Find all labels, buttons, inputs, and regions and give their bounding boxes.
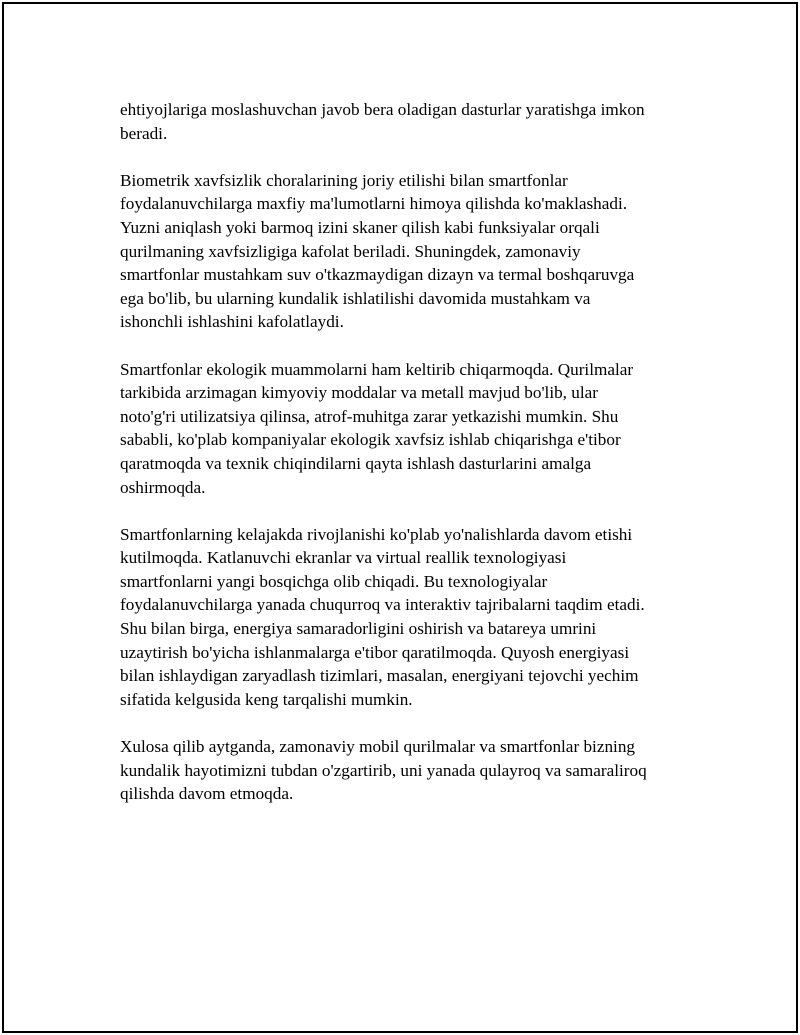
document-body [120,98,698,806]
paragraph-ecological-problems: Smartfonlar ekologik muammolarni ham keltirib chiqarmoqda. Qurilmalar tarkibida arzimagan kimyoviy moddalar va metall mavjud bo'lib, ular noto'g'ri utilizatsiya qilinsa, atrof-muhitga zarar yetkazishi mumkin. Shu sababli, ko'plab kompaniyalar ekologik xavfsiz ishlab chiqarishga e'tibor qaratmoqda va texnik chiqindilarni qayta ishlash dasturlarini amalga oshirmoqda. [120,359,634,497]
paragraph-conclusion: Xulosa qilib aytganda, zamonaviy mobil qurilmalar va smartfonlar bizning kundalik hayotimizni tubdan o'zgartirib, uni yanada qulayroq va samaraliroq qilishda davom etmoqda. [120,737,647,804]
paragraph-future-development: Smartfonlarning kelajakda rivojlanishi ko'plab yo'nalishlarda davom etishi kutilmoqda. Katlanuvchi ekranlar va virtual reallik texnologiyasi smartfonlarni yangi bosqichga olib chiqadi. Bu texnologiyalar foydalanuvchilarga yanada chuqurroq va interaktiv tajribalarni taqdim etadi. Shu bilan birga, energiya samaradorligini oshirish va batareya umrini uzaytirish bo'yicha ishlanmalarga e'tibor qaratilmoqda. Quyosh energiyasi bilan ishlaydigan zaryadlash tizimlari, masalan, energiyani tejovchi yechim sifatida kelgusida keng tarqalishi mumkin. [120,524,645,709]
paragraph-biometric-security: Biometrik xavfsizlik choralarining joriy etilishi bilan smartfonlar foydalanuvchilarga maxfiy ma'lumotlarni himoya qilishda ko'maklashadi. Yuzni aniqlash yoki barmoq izini skaner qilish kabi funksiyalar orqali qurilmaning xavfsizligiga kafolat beriladi. Shuningdek, zamonaviy smartfonlar mustahkam suv o'tkazmaydigan dizayn va termal boshqaruvga ega bo'lib, bu ularning kundalik ishlatilishi davomida mustahkam va ishonchli ishlashini kafolatlaydi. [120,170,635,332]
paragraph-continuation: ehtiyojlariga moslashuvchan javob bera oladigan dasturlar yaratishga imkon beradi. [120,100,645,143]
page-frame [2,2,798,1033]
